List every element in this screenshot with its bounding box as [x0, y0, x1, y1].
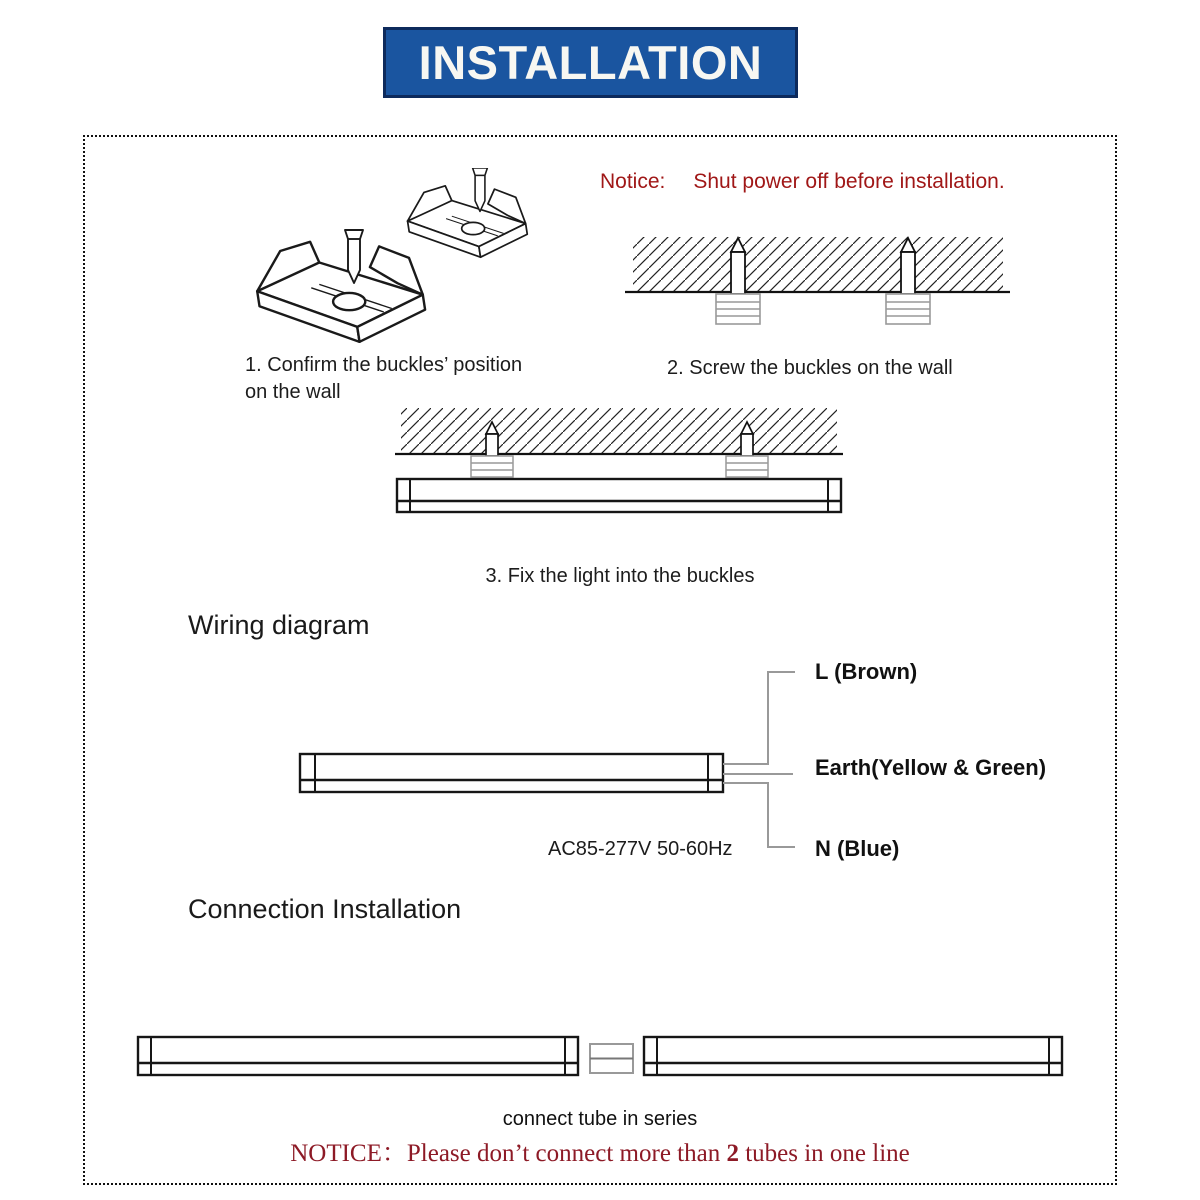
- tube-connector: [590, 1044, 633, 1073]
- notice-label: Notice:: [600, 170, 666, 193]
- connection-diagram: [135, 1030, 1065, 1085]
- step3-caption: 3. Fix the light into the buckles: [485, 565, 755, 587]
- wall-hatch: [401, 408, 837, 454]
- screw-icon: [473, 168, 488, 211]
- wire-label-earth: Earth(Yellow & Green): [815, 755, 1047, 780]
- header-banner: [383, 27, 798, 98]
- tube-diagram: [397, 479, 841, 512]
- power-rating: AC85-277V 50-60Hz: [548, 838, 733, 860]
- wire-lines: [723, 672, 795, 847]
- notice-text: Shut power off before installation.: [693, 170, 1005, 193]
- page-title: INSTALLATION: [418, 36, 763, 89]
- wire-neutral: [723, 783, 795, 847]
- buckle-large: [257, 242, 425, 342]
- buckle-side-view: [471, 456, 768, 477]
- step2-caption: 2. Screw the buckles on the wall: [667, 357, 953, 379]
- bottom-notice-after: tubes in one line: [738, 1140, 910, 1167]
- wall-hatch: [633, 237, 1003, 292]
- step1-line1: 1. Confirm the buckles’ position: [245, 354, 523, 376]
- tube-diagram: [300, 754, 723, 792]
- wire-label-live: L (Brown): [815, 659, 918, 684]
- wire-live: [723, 672, 795, 764]
- bottom-notice-before: Please don’t connect more than: [406, 1140, 727, 1167]
- connection-heading: Connection Installation: [188, 894, 462, 924]
- power-off-notice: [600, 170, 1005, 194]
- step1-line2: on the wall: [245, 381, 341, 403]
- wire-label-neutral: N (Blue): [815, 836, 900, 861]
- tube-mounting-diagram: [395, 408, 843, 514]
- step1-caption: [245, 352, 575, 406]
- bottom-notice-highlight: 2: [726, 1140, 739, 1167]
- bottom-notice-label: NOTICE：: [290, 1140, 407, 1167]
- buckle-illustration: [238, 168, 536, 343]
- buckle-small: [408, 186, 528, 257]
- wiring-heading: Wiring diagram: [188, 610, 370, 640]
- series-caption: connect tube in series: [502, 1108, 698, 1130]
- bottom-notice: [83, 1133, 1117, 1169]
- wall-hatch-diagram: [625, 232, 1010, 330]
- buckle-side-view: [716, 294, 930, 324]
